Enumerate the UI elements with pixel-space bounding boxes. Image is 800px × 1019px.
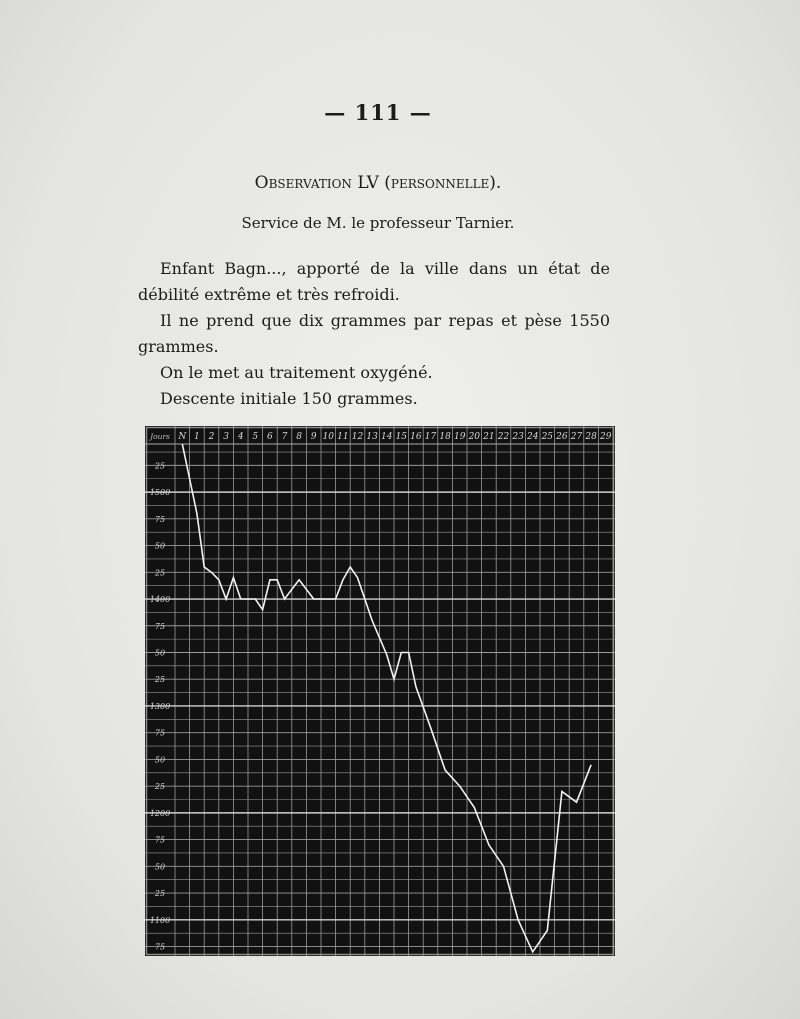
x-tick-label: 8 xyxy=(296,432,302,442)
x-tick-label: 20 xyxy=(468,432,481,442)
paragraph: Descente initiale 150 grammes. xyxy=(160,389,418,408)
x-tick-label: 2 xyxy=(208,432,215,442)
x-tick-label: 21 xyxy=(483,432,495,442)
x-tick-label: 23 xyxy=(512,432,524,442)
x-tick-label: 4 xyxy=(237,432,244,442)
weight-chart-svg xyxy=(145,426,615,956)
y-tick-label: 25 xyxy=(154,782,166,792)
y-tick-label: 50 xyxy=(154,755,166,765)
x-tick-label: 6 xyxy=(267,432,273,442)
body-text xyxy=(138,256,610,412)
observation-subtitle: Service de M. le professeur Tarnier. xyxy=(241,214,515,232)
y-tick-label: 75 xyxy=(154,835,166,845)
y-tick-label: 50 xyxy=(154,648,166,658)
y-tick-label: 75 xyxy=(154,621,166,631)
y-tick-label: 75 xyxy=(154,728,166,738)
x-tick-label: 28 xyxy=(585,432,597,442)
weight-chart xyxy=(145,426,615,956)
x-tick-label: 14 xyxy=(380,432,393,442)
y-tick-label: 75 xyxy=(154,514,166,524)
x-tick-label: 13 xyxy=(366,432,378,442)
x-tick-label: 19 xyxy=(453,432,466,442)
observation-title: Observation LV (personnelle). xyxy=(254,173,502,193)
y-tick-label: 50 xyxy=(154,862,166,872)
x-tick-label: 27 xyxy=(570,432,583,442)
x-tick-label: 24 xyxy=(526,432,539,442)
x-tick-label: N xyxy=(178,432,187,442)
x-tick-label: 1 xyxy=(194,432,200,442)
y-tick-label: 75 xyxy=(154,942,166,952)
y-tick-label: 50 xyxy=(154,541,166,551)
y-tick-label: 25 xyxy=(154,889,166,899)
x-tick-label: 3 xyxy=(223,432,229,442)
x-tick-label: 29 xyxy=(599,432,612,442)
x-tick-label: 12 xyxy=(351,432,364,442)
x-tick-label: 17 xyxy=(424,432,437,442)
y-tick-label: 25 xyxy=(154,675,166,685)
y-tick-label: 1300 xyxy=(149,701,171,711)
y-tick-label: 1400 xyxy=(149,595,171,605)
x-tick-label: 11 xyxy=(337,432,349,442)
paragraph: On le met au traitement oxygéné. xyxy=(160,363,433,382)
x-tick-label: 16 xyxy=(410,432,422,442)
x-tick-label: 26 xyxy=(556,432,568,442)
x-tick-label: 5 xyxy=(252,432,259,442)
y-tick-label: 1100 xyxy=(149,915,171,925)
y-tick-label: 25 xyxy=(154,461,166,471)
paragraph: Enfant Bagn..., apporté de la ville dans un état de débilité extrême et très refroidi. xyxy=(138,259,610,304)
x-tick-label: 22 xyxy=(497,432,510,442)
x-tick-label: 9 xyxy=(310,432,317,442)
x-tick-label: 7 xyxy=(281,432,288,442)
y-tick-label: 25 xyxy=(154,568,166,578)
x-tick-label: 25 xyxy=(541,432,554,442)
page-number: — 111 — xyxy=(324,100,432,125)
y-tick-label: 1500 xyxy=(149,488,171,498)
paragraph: Il ne prend que dix grammes par repas et pèse 1550 grammes. xyxy=(138,311,610,356)
x-tick-label: 10 xyxy=(322,432,335,442)
x-tick-label: 18 xyxy=(439,432,451,442)
y-tick-label: 1200 xyxy=(149,808,171,818)
x-tick-label: 15 xyxy=(395,432,408,442)
corner-label: Jours xyxy=(150,432,170,441)
